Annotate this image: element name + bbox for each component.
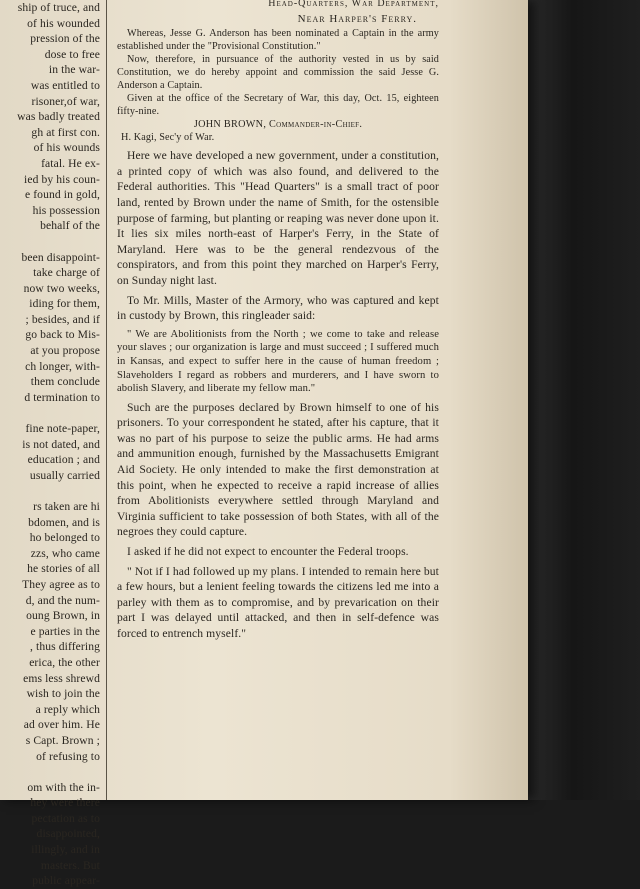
column-rule [106,0,107,800]
left-column-line: he stories of all [27,562,100,576]
headquarters-paragraph: Here we have developed a new government, under a constitution, a printed copy of which was also found, and delivered to the Federal authorities. This "Head Quarters" is a small tract of poor land, rented by Brown under the name of Smith, for the ostensible purpose of farming, but planting or reaping was never done upon it. It lies six miles north-east of Harper's Ferry, in the State of Maryland. Here was to be the general rendezvous of the conspirators, and from this point they marched on Harper's Ferry, on Sunday night last. [117,149,439,287]
left-column-line: bdomen, and is [28,515,100,529]
left-column-line: They agree as to [22,577,100,591]
left-column-line: go back to Mis- [25,328,100,342]
left-column-line: fatal. He ex- [41,156,100,170]
left-column-line: hey were there [30,796,100,810]
left-column-line: erica, the other [29,655,100,669]
left-column-line: d termination to [24,390,100,404]
left-column-line: fine note-paper, [25,422,100,436]
left-column-line [0,234,100,250]
asked-paragraph: I asked if he did not expect to encounter the Federal troops. [127,545,409,559]
right-column [117,0,439,642]
left-column-line: zzs, who came [30,546,100,560]
left-column-line: ems less shrewd [23,671,100,685]
left-column-line: ad over him. He [23,718,100,732]
left-column-line: risoner,of war, [31,94,100,108]
left-column-line: of his wounds [33,141,100,155]
abolitionists-quote: " We are Abolitionists from the North ; we come to take and release your slaves ; our organization is large and must succeed ; I suffered much in Kansas, and expect to suffer here in the cause of human freedom ; Slaveholders I regard as robbers and murderers, and I have sworn to abolish Slavery, and liberate my fellow man." [117,328,439,395]
dark-background [528,0,640,800]
left-column-line: illingly, and in [31,843,100,857]
left-column-line: his possession [32,203,100,217]
left-column-line: at you propose [30,344,100,358]
left-column-line: oung Brown, in [26,609,100,623]
left-column-line: e parties in the [30,624,100,638]
left-column-line: , thus differing [30,640,100,654]
therefore-paragraph: Now, therefore, in pursuance of the authority vested in us by said Constitution, we do hereby appoint and commission the said Jesse G. Anderson a Captain. [117,54,439,92]
left-column-line: now two weeks, [23,281,100,295]
left-column-line: ; besides, and if [25,312,100,326]
left-column-line: ship of truce, and [17,1,100,14]
left-column-line: ied by his coun- [24,172,100,186]
left-column-line: is not dated, and [22,437,100,451]
left-column-fragment [0,0,100,889]
left-column-line [0,405,100,421]
left-column-line: was badly treated [17,110,100,124]
signature-line: JOHN BROWN, Commander-in-Chief. [193,119,363,131]
whereas-paragraph: Whereas, Jesse G. Anderson has been nominated a Captain in the army established under the "Provisional Constitution." [117,28,439,53]
left-column-line: iding for them, [29,297,100,311]
left-column-line: behalf of the [40,219,100,233]
left-column-line: e found in gold, [24,188,100,202]
left-column-line: of his wounded [27,16,100,30]
answer-paragraph: " Not if I had followed up my plans. I intended to remain here but a few hours, but a lenient feeling towards the citizens led me into a parley with them as to compromise, and by prevarication on their part I was delayed until attacked, and then in self-defence was forced to entrench myself." [117,564,439,640]
left-column-line: gh at first con. [31,125,100,139]
left-column-line: dose to free [44,47,100,61]
left-column-line [0,764,100,780]
left-column-line: take charge of [33,266,100,280]
mills-paragraph: To Mr. Mills, Master of the Armory, who was captured and kept in custody by Brown, this ringleader said: [117,293,439,323]
purposes-paragraph: Such are the purposes declared by Brown himself to one of his prisoners. To your correspondent he stated, after his capture, that it was no part of his purpose to seize the public arms. He had arms and ammunition enough, furnished by the Massachusetts Emigrant Aid Society. He only intended to make the first demonstration at this point, when he expected to receive a rapid increase of allies from Abolitionists everywhere settled through Maryland and Virginia sufficient to take possession of both States, with all of the negroes they could capture. [117,400,439,539]
left-column-line: usually carried [29,468,100,482]
left-column-line: ch longer, with- [25,359,100,373]
left-column-line: d, and the num- [25,593,100,607]
left-column-line: public appear- [32,874,100,888]
left-column-line: masters. But [40,858,100,872]
left-column-line: been disappoint- [21,250,100,264]
dateline: Near Harper's Ferry. [297,12,417,25]
left-column-line: them conclude [30,375,100,389]
left-column-line: in the war- [48,63,100,77]
left-column-line: disappointed, [36,827,100,841]
left-column-line: wish to join the [26,687,100,701]
given-paragraph: Given at the office of the Secretary of War, this day, Oct. 15, eighteen fifty-nine. [117,93,439,118]
header-line: Head-Quarters, War Department, [268,0,439,9]
left-column-line: rs taken are hi [33,500,100,513]
left-column-line: ho belonged to [29,531,100,545]
secretary-line: H. Kagi, Sec'y of War. [121,132,215,144]
left-column-line: of refusing to [36,749,100,763]
left-column-line: was entitled to [30,78,100,92]
left-column-line: a reply which [35,702,100,716]
left-column-line: education ; and [27,453,100,467]
left-column-line: om with the in- [27,780,100,794]
left-column-line: pression of the [30,32,100,46]
left-column-line: pectation as to [31,811,100,825]
left-column-line [0,483,100,499]
left-column-line: s Capt. Brown ; [25,733,100,747]
